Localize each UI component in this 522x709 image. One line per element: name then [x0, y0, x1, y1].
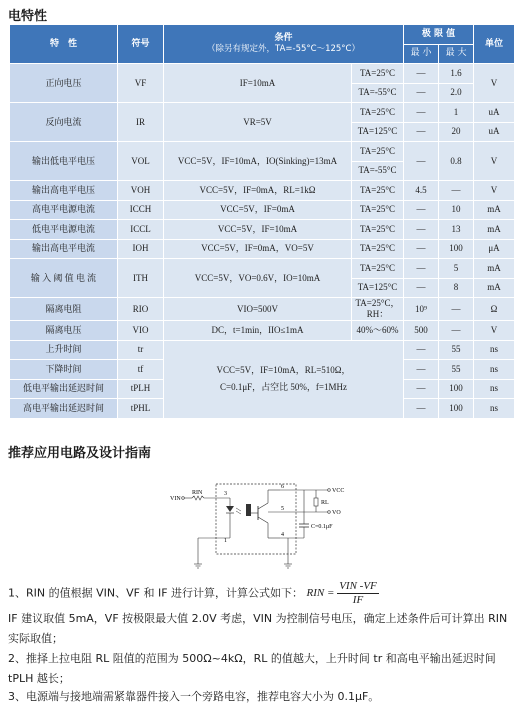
- unit-cell: uA: [474, 103, 515, 123]
- rl-label: RL: [321, 500, 329, 506]
- min-cell: —: [404, 399, 439, 419]
- param-cell: 高电平输出延迟时间: [10, 399, 118, 419]
- min-cell: —: [404, 259, 439, 279]
- header-min: 最 小: [404, 44, 439, 64]
- photodiode-icon: [246, 504, 251, 516]
- param-cell: 高电平电源电流: [10, 200, 118, 220]
- symbol-cell: tPHL: [118, 399, 164, 419]
- max-cell: 100: [439, 399, 474, 419]
- cond-cell: VCC=5V，IF=10mA，IO(Sinking)=13mA: [164, 142, 352, 181]
- param-cell: 正向电压: [10, 64, 118, 103]
- formula-lhs: RIN =: [306, 587, 335, 600]
- ta-cell: TA=25°C: [352, 181, 404, 201]
- symbol-cell: tPLH: [118, 379, 164, 399]
- min-cell: —: [404, 122, 439, 142]
- table-row: [10, 181, 515, 201]
- param-cell: 反向电流: [10, 103, 118, 142]
- unit-cell: V: [474, 321, 515, 341]
- ta-cell: TA=25°C: [352, 239, 404, 259]
- ta-cell: TA=25°C: [352, 103, 404, 123]
- cond-cell: VCC=5V，IF=0mA，RL=1kΩ: [164, 181, 352, 201]
- ta-cell: TA=25°C: [352, 142, 404, 162]
- application-circuit-diagram: [168, 476, 358, 576]
- min-cell: —: [404, 83, 439, 103]
- pin4-label: 4: [281, 532, 284, 538]
- min-cell: —: [404, 340, 439, 360]
- unit-cell: mA: [474, 259, 515, 279]
- symbol-cell: VOL: [118, 142, 164, 181]
- min-cell: 4.5: [404, 181, 439, 201]
- param-cell: 输出高电平电压: [10, 181, 118, 201]
- formula-fraction: [337, 580, 379, 607]
- timing-cond-cell: [164, 340, 404, 418]
- max-cell: 13: [439, 220, 474, 240]
- table-row: [10, 220, 515, 240]
- timing-cond-line1: VCC=5V，IF=10mA，RL=510Ω，: [216, 365, 351, 375]
- unit-cell: V: [474, 142, 515, 181]
- ta-cell: TA=-55°C: [352, 161, 404, 181]
- max-cell: 100: [439, 379, 474, 399]
- cond-cell: DC，t=1min，IIO≤1mA: [164, 321, 352, 341]
- timing-cond-line2: C=0.1μF，占空比 50%，f=1MHz: [220, 382, 347, 392]
- symbol-cell: VIO: [118, 321, 164, 341]
- symbol-cell: RIO: [118, 298, 164, 321]
- pin1-label: 1: [224, 538, 227, 544]
- unit-cell: ns: [474, 399, 515, 419]
- min-cell: —: [404, 103, 439, 123]
- table-row: [10, 103, 515, 123]
- min-cell: —: [404, 239, 439, 259]
- max-cell: 20: [439, 122, 474, 142]
- formula-numerator: VIN -VF: [339, 580, 377, 592]
- min-cell: —: [404, 64, 439, 84]
- ta-cell: TA=25°C: [352, 259, 404, 279]
- header-unit: 单位: [474, 25, 515, 64]
- table-row: [10, 142, 515, 162]
- max-cell: 8: [439, 278, 474, 298]
- cond-cell: VCC=5V，IF=0mA: [164, 200, 352, 220]
- table-row: [10, 259, 515, 279]
- vin-terminal: [182, 497, 185, 500]
- table-row: [10, 200, 515, 220]
- symbol-cell: tr: [118, 340, 164, 360]
- min-cell: —: [404, 200, 439, 220]
- pin5-label: 5: [281, 506, 284, 512]
- header-cond-note: （除另有规定外，TA=-55°C～125°C）: [207, 44, 360, 54]
- pin3-label: 3: [224, 491, 227, 497]
- param-cell: 低电平电源电流: [10, 220, 118, 240]
- max-cell: —: [439, 181, 474, 201]
- param-cell: 输出高电平电流: [10, 239, 118, 259]
- max-cell: 1.6: [439, 64, 474, 84]
- unit-cell: V: [474, 64, 515, 103]
- header-cond-label: 条件: [274, 33, 293, 43]
- min-cell: —: [404, 360, 439, 380]
- unit-cell: μA: [474, 239, 515, 259]
- symbol-cell: tf: [118, 360, 164, 380]
- max-cell: 0.8: [439, 142, 474, 181]
- symbol-cell: VF: [118, 64, 164, 103]
- ta-cell: TA=125°C: [352, 278, 404, 298]
- unit-cell: Ω: [474, 298, 515, 321]
- table-row: [10, 298, 515, 321]
- table-row: [10, 64, 515, 84]
- header-symbol: 符号: [118, 25, 164, 64]
- param-cell: 下降时间: [10, 360, 118, 380]
- header-cond: [164, 25, 404, 64]
- min-cell: —: [404, 379, 439, 399]
- cond-cell: VCC=5V，IF=0mA，VO=5V: [164, 239, 352, 259]
- unit-cell: V: [474, 181, 515, 201]
- vcc-label: VCC: [332, 488, 345, 494]
- symbol-cell: IR: [118, 103, 164, 142]
- rin-formula: [307, 580, 379, 607]
- ta-cell: TA=25°C，RH：: [352, 298, 404, 321]
- header-max: 最 大: [439, 44, 474, 64]
- electrical-characteristics-table: [9, 24, 515, 419]
- vcc-terminal: [328, 489, 331, 492]
- led-icon: [226, 506, 234, 512]
- formula-denominator: IF: [352, 594, 364, 606]
- rin-resistor: [192, 496, 204, 500]
- cond-cell: IF=10mA: [164, 64, 352, 103]
- symbol-cell: IOH: [118, 239, 164, 259]
- max-cell: 55: [439, 340, 474, 360]
- header-param: 特 性: [10, 25, 118, 64]
- guide-item-2: 2、推择上拉电阻 RL 阻值的范围为 500Ω~4kΩ，RL 的值越大，上升时间 tr 和高电平输出延迟时间 tPLH 越长；: [8, 652, 496, 685]
- vin-label: VIN: [170, 496, 181, 502]
- vo-label: VO: [332, 510, 341, 516]
- ta-cell: TA=25°C: [352, 200, 404, 220]
- param-cell: 隔离电阻: [10, 298, 118, 321]
- guide-item-1: [8, 580, 516, 607]
- max-cell: —: [439, 321, 474, 341]
- min-cell: —: [404, 278, 439, 298]
- unit-cell: mA: [474, 200, 515, 220]
- package-outline: [216, 484, 296, 554]
- pin6-label: 6: [281, 484, 284, 490]
- unit-cell: ns: [474, 340, 515, 360]
- ta-cell: TA=25°C: [352, 64, 404, 84]
- cond-cell: VR=5V: [164, 103, 352, 142]
- min-cell: 10⁹: [404, 298, 439, 321]
- max-cell: 5: [439, 259, 474, 279]
- rin-label: RIN: [192, 490, 203, 496]
- cond-cell: VIO=500V: [164, 298, 352, 321]
- symbol-cell: ICCL: [118, 220, 164, 240]
- header-limit: 极 限 值: [404, 25, 474, 45]
- symbol-cell: ITH: [118, 259, 164, 298]
- table-row: [10, 321, 515, 341]
- max-cell: 10: [439, 200, 474, 220]
- unit-cell: uA: [474, 122, 515, 142]
- rl-resistor: [314, 498, 318, 506]
- table-row: [10, 340, 515, 360]
- param-cell: 输 入 阈 值 电 流: [10, 259, 118, 298]
- cond-cell: VCC=5V，VO=0.6V，IO=10mA: [164, 259, 352, 298]
- param-cell: 低电平输出延迟时间: [10, 379, 118, 399]
- symbol-cell: ICCH: [118, 200, 164, 220]
- guide-item-3: 3、电源端与接地端需紧靠器件接入一个旁路电容，推荐电容大小为 0.1μF。: [8, 690, 380, 703]
- param-cell: 输出低电平电压: [10, 142, 118, 181]
- max-cell: 1: [439, 103, 474, 123]
- max-cell: 55: [439, 360, 474, 380]
- min-cell: —: [404, 142, 439, 181]
- symbol-cell: VOH: [118, 181, 164, 201]
- max-cell: 2.0: [439, 83, 474, 103]
- vo-terminal: [328, 511, 331, 514]
- ta-cell: TA=25°C: [352, 220, 404, 240]
- unit-cell: ns: [474, 379, 515, 399]
- ta-cell: TA=125°C: [352, 122, 404, 142]
- param-cell: 上升时间: [10, 340, 118, 360]
- unit-cell: ns: [474, 360, 515, 380]
- cap-label: C=0.1μF: [311, 524, 333, 530]
- section-title-application: 推荐应用电路及设计指南: [8, 446, 152, 461]
- min-cell: —: [404, 220, 439, 240]
- guide-item-1b: IF 建议取值 5mA，VF 按极限最大值 2.0V 考虑，VIN 为控制信号电压，确定上述条件后可计算出 RIN 实际取值；: [8, 612, 508, 645]
- ta-cell: 40%～60%: [352, 321, 404, 341]
- section-title-electrical: 电特性: [8, 9, 48, 24]
- unit-cell: mA: [474, 220, 515, 240]
- param-cell: 隔离电压: [10, 321, 118, 341]
- cond-cell: VCC=5V，IF=10mA: [164, 220, 352, 240]
- table-row: [10, 239, 515, 259]
- guide-p1-lead: 1、RIN 的值根据 VIN、VF 和 IF 进行计算，计算公式如下：: [8, 586, 304, 600]
- min-cell: 500: [404, 321, 439, 341]
- max-cell: 100: [439, 239, 474, 259]
- unit-cell: mA: [474, 278, 515, 298]
- ta-cell: TA=-55°C: [352, 83, 404, 103]
- max-cell: —: [439, 298, 474, 321]
